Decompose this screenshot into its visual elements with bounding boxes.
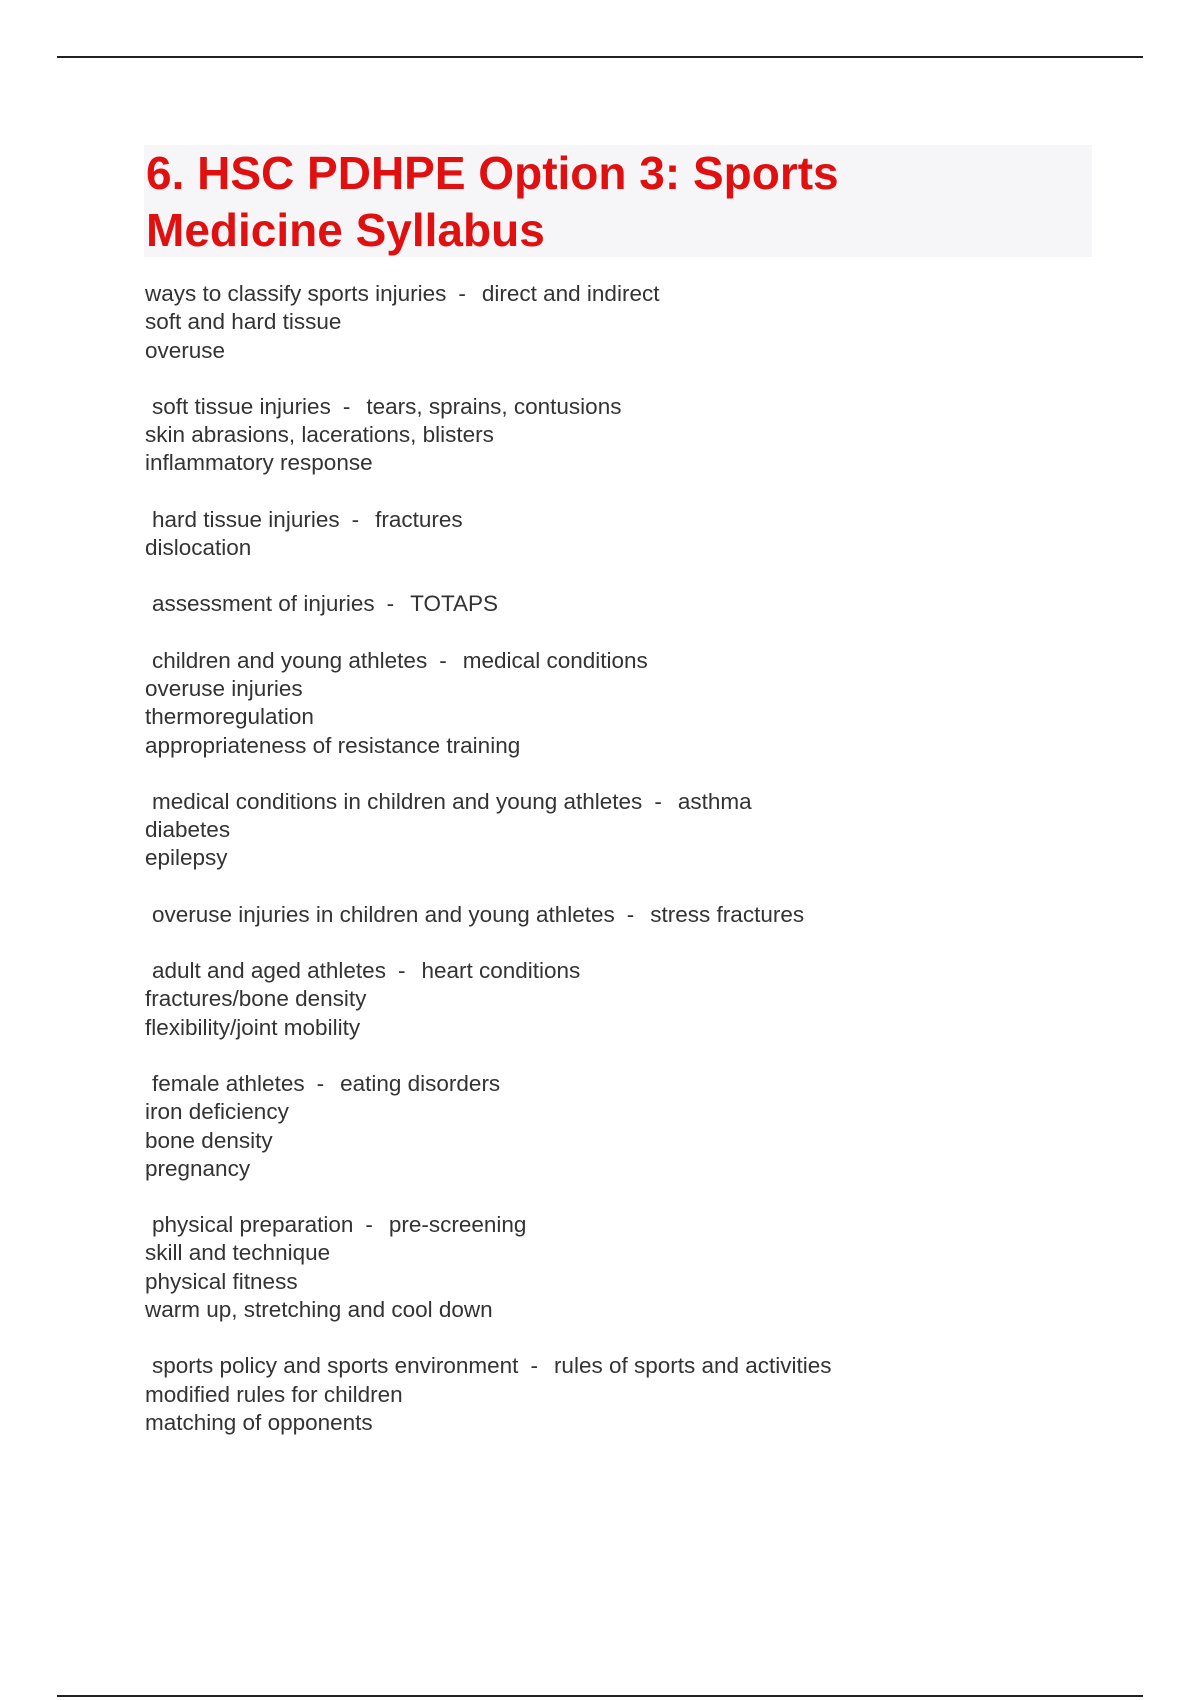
flashcard-definition-line: physical fitness bbox=[145, 1268, 298, 1294]
flashcard-definition-line: skill and technique bbox=[145, 1240, 331, 1266]
term-separator: - bbox=[626, 901, 635, 927]
flashcard-definition-line: direct and indirect bbox=[481, 281, 660, 306]
flashcard-definition-line: inflammatory response bbox=[145, 450, 373, 476]
flashcard-definition-line: diabetes bbox=[145, 817, 231, 843]
flashcard-term: medical conditions in children and young athletes bbox=[152, 788, 643, 814]
flashcard-term: soft tissue injuries bbox=[152, 393, 331, 419]
flashcard-definition-line: matching of opponents bbox=[145, 1409, 373, 1435]
bottom-rule bbox=[57, 1695, 1143, 1697]
flashcard-definition-line: modified rules for children bbox=[145, 1381, 403, 1407]
flashcard-definition-line: fractures bbox=[375, 506, 463, 532]
flashcard-definition-line: overuse bbox=[145, 337, 226, 363]
flashcard-definition-line: eating disorders bbox=[340, 1070, 501, 1096]
flashcard-definition-line: appropriateness of resistance training bbox=[145, 732, 521, 758]
flashcard bbox=[145, 280, 1125, 365]
term-separator: - bbox=[316, 1070, 325, 1096]
flashcard-term: female athletes bbox=[152, 1070, 305, 1096]
flashcard bbox=[145, 1211, 1125, 1324]
term-separator: - bbox=[342, 393, 351, 419]
flashcard bbox=[145, 393, 1125, 478]
flashcard-definition-line: heart conditions bbox=[421, 958, 581, 984]
term-separator: - bbox=[397, 958, 406, 984]
flashcard-first-line bbox=[145, 1070, 1125, 1098]
term-separator: - bbox=[439, 647, 447, 673]
flashcard-first-line bbox=[145, 788, 1125, 816]
flashcard-definition-line: rules of sports and activities bbox=[553, 1353, 832, 1379]
flashcard-definition-line: warm up, stretching and cool down bbox=[145, 1297, 493, 1323]
flashcard-list bbox=[145, 280, 1125, 1465]
flashcard-first-line bbox=[145, 393, 1125, 421]
flashcard-definition-line: pregnancy bbox=[145, 1155, 251, 1181]
term-separator: - bbox=[458, 281, 466, 306]
flashcard-definition-line: iron deficiency bbox=[145, 1099, 289, 1125]
flashcard-definition-line: epilepsy bbox=[145, 845, 228, 871]
flashcard-term: ways to classify sports injuries bbox=[145, 281, 447, 306]
flashcard bbox=[145, 1070, 1125, 1183]
flashcard-first-line bbox=[145, 280, 1125, 308]
flashcard-first-line bbox=[145, 506, 1125, 534]
flashcard-first-line bbox=[145, 1211, 1125, 1239]
flashcard-definition-line: skin abrasions, lacerations, blisters bbox=[145, 422, 494, 448]
flashcard-definition-line: overuse injuries bbox=[145, 675, 303, 701]
flashcard-definition-line: flexibility/joint mobility bbox=[145, 1014, 361, 1040]
flashcard-first-line bbox=[145, 1352, 1125, 1380]
flashcard-definition-line: pre-screening bbox=[388, 1212, 527, 1238]
flashcard-first-line bbox=[145, 901, 1125, 929]
flashcard-term: physical preparation bbox=[152, 1212, 354, 1238]
term-separator: - bbox=[365, 1212, 373, 1238]
flashcard bbox=[145, 901, 1125, 929]
flashcard-first-line bbox=[145, 590, 1125, 618]
flashcard-definition-line: soft and hard tissue bbox=[145, 309, 342, 335]
flashcard-definition-line: asthma bbox=[677, 788, 752, 814]
flashcard-first-line bbox=[145, 647, 1125, 675]
flashcard bbox=[145, 590, 1125, 618]
term-separator: - bbox=[386, 591, 395, 617]
flashcard bbox=[145, 957, 1125, 1042]
title-block bbox=[144, 145, 1092, 257]
flashcard-term: overuse injuries in children and young athletes bbox=[152, 901, 615, 927]
flashcard-definition-line: stress fractures bbox=[650, 901, 805, 927]
flashcard-definition-line: thermoregulation bbox=[145, 704, 314, 730]
flashcard bbox=[145, 1352, 1125, 1437]
term-separator: - bbox=[654, 788, 662, 814]
flashcard-definition-line: medical conditions bbox=[462, 647, 648, 673]
document-title-line-2: Medicine Syllabus bbox=[146, 204, 545, 256]
flashcard bbox=[145, 647, 1125, 760]
flashcard-term: sports policy and sports environment bbox=[152, 1353, 519, 1379]
flashcard-definition-line: dislocation bbox=[145, 535, 252, 561]
flashcard-term: assessment of injuries bbox=[152, 591, 375, 617]
flashcard-first-line bbox=[145, 957, 1125, 985]
flashcard-definition-line: fractures/bone density bbox=[145, 986, 367, 1012]
top-rule bbox=[57, 56, 1143, 58]
flashcard-definition-line: tears, sprains, contusions bbox=[366, 393, 622, 419]
flashcard-term: children and young athletes bbox=[152, 647, 428, 673]
flashcard-term: hard tissue injuries bbox=[152, 506, 340, 532]
term-separator: - bbox=[351, 506, 360, 532]
flashcard-definition-line: bone density bbox=[145, 1127, 273, 1153]
document-title-line-1: 6. HSC PDHPE Option 3: Sports bbox=[146, 147, 839, 199]
flashcard bbox=[145, 788, 1125, 873]
flashcard-definition-line: TOTAPS bbox=[410, 591, 499, 617]
flashcard-term: adult and aged athletes bbox=[152, 958, 386, 984]
flashcard bbox=[145, 506, 1125, 563]
term-separator: - bbox=[530, 1353, 538, 1379]
